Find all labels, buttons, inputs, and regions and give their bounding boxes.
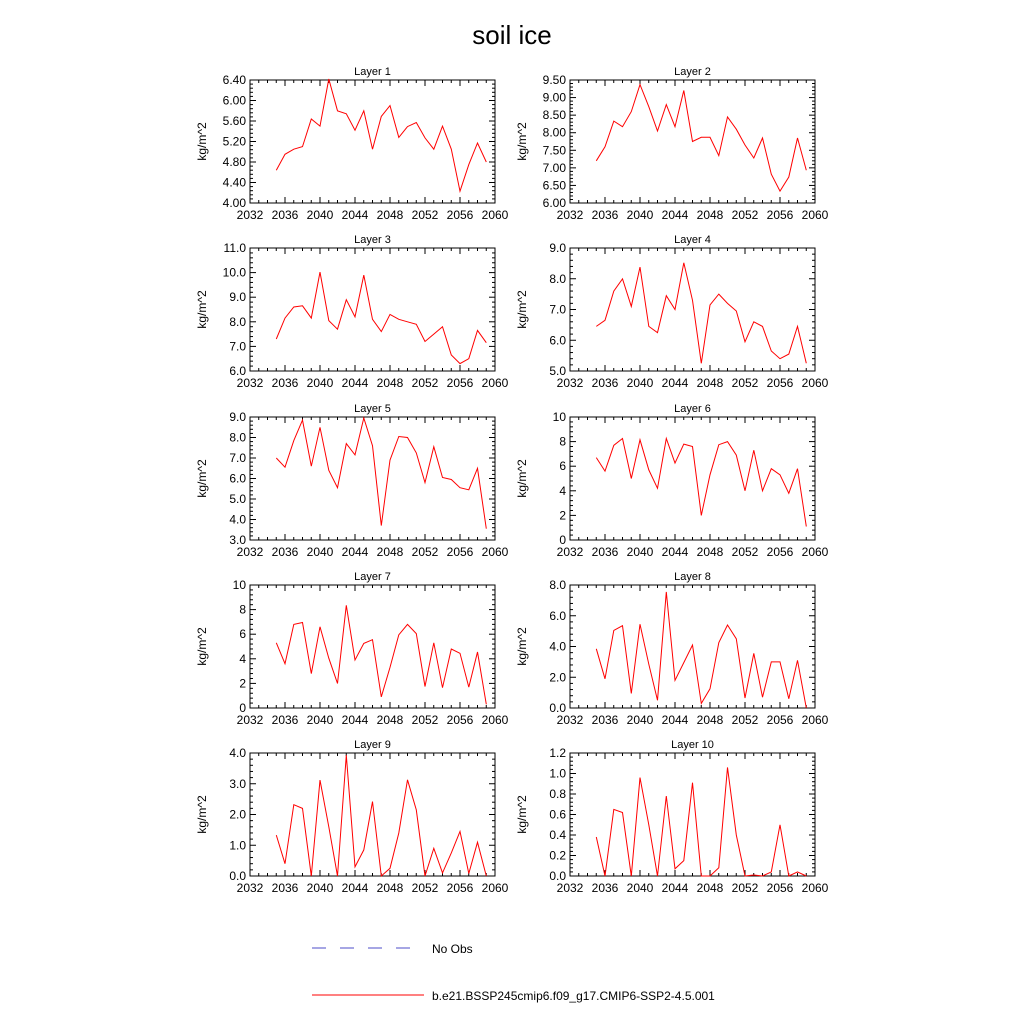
x-tick-label: 2040 <box>626 376 654 390</box>
x-tick-label: 2044 <box>341 713 369 727</box>
y-axis-label: kg/m^2 <box>515 290 529 329</box>
x-tick-label: 2036 <box>271 545 299 559</box>
x-tick-label: 2060 <box>481 376 509 390</box>
x-tick-label: 2036 <box>591 713 619 727</box>
y-tick-label: 9.0 <box>229 410 246 424</box>
y-tick-label: 4.0 <box>549 639 566 654</box>
y-tick-label: 7.0 <box>229 339 246 354</box>
x-tick-label: 2032 <box>236 713 264 727</box>
x-tick-label: 2056 <box>766 881 794 895</box>
panel-layer-6 <box>515 403 829 559</box>
x-tick-label: 2044 <box>661 545 689 559</box>
x-tick-label: 2048 <box>696 545 724 559</box>
x-tick-label: 2036 <box>591 208 619 222</box>
x-tick-label: 2044 <box>661 376 689 390</box>
x-tick-label: 2056 <box>446 545 474 559</box>
x-tick-label: 2052 <box>411 881 439 895</box>
x-tick-label: 2036 <box>591 545 619 559</box>
y-tick-label: 6.40 <box>222 73 246 87</box>
y-axis-label: kg/m^2 <box>195 795 209 834</box>
x-tick-label: 2032 <box>556 545 584 559</box>
panel-layer-7 <box>195 571 509 727</box>
y-tick-label: 7.0 <box>549 302 566 317</box>
x-tick-label: 2036 <box>271 713 299 727</box>
x-tick-label: 2040 <box>306 713 334 727</box>
series-line <box>596 767 806 876</box>
plot-frame <box>570 753 815 876</box>
x-tick-label: 2040 <box>626 208 654 222</box>
y-tick-label: 4.40 <box>222 175 246 190</box>
y-tick-label: 8.0 <box>229 430 246 445</box>
y-tick-label: 6.0 <box>549 608 566 623</box>
x-tick-label: 2060 <box>481 881 509 895</box>
panel-title: Layer 6 <box>674 403 711 415</box>
y-tick-label: 7.50 <box>542 143 566 158</box>
y-tick-label: 0.0 <box>229 869 246 883</box>
plot-frame <box>570 248 815 371</box>
y-tick-label: 1.0 <box>549 766 566 781</box>
y-tick-label: 1.2 <box>549 746 566 760</box>
x-tick-label: 2056 <box>766 713 794 727</box>
y-tick-label: 10 <box>552 410 566 424</box>
panel-layer-8 <box>515 571 829 727</box>
panel-title: Layer 3 <box>354 234 391 246</box>
y-tick-label: 6.0 <box>549 333 566 348</box>
x-tick-label: 2032 <box>236 376 264 390</box>
legend-label-no-obs: No Obs <box>432 942 473 956</box>
y-tick-label: 8 <box>239 602 246 617</box>
series-line <box>276 755 486 876</box>
y-tick-label: 5.0 <box>549 364 566 378</box>
x-tick-label: 2056 <box>766 545 794 559</box>
y-tick-label: 10 <box>232 578 246 592</box>
y-tick-label: 0 <box>559 533 566 547</box>
x-tick-label: 2060 <box>481 713 509 727</box>
x-tick-label: 2032 <box>236 208 264 222</box>
plot-frame <box>250 417 495 540</box>
panel-title: Layer 9 <box>354 739 391 751</box>
series-line <box>596 439 806 527</box>
y-tick-label: 8.00 <box>542 125 566 140</box>
x-tick-label: 2056 <box>446 881 474 895</box>
x-tick-label: 2040 <box>306 208 334 222</box>
x-tick-label: 2040 <box>626 881 654 895</box>
y-axis-label: kg/m^2 <box>515 627 529 666</box>
x-tick-label: 2052 <box>731 545 759 559</box>
y-tick-label: 4.0 <box>229 512 246 527</box>
x-tick-label: 2044 <box>341 545 369 559</box>
y-tick-label: 4 <box>559 483 566 498</box>
x-tick-label: 2060 <box>481 545 509 559</box>
panel-title: Layer 8 <box>674 571 711 583</box>
y-tick-label: 5.20 <box>222 134 246 149</box>
y-tick-label: 5.60 <box>222 114 246 128</box>
y-tick-label: 7.00 <box>542 160 566 175</box>
y-tick-label: 3.0 <box>229 776 246 791</box>
plot-frame <box>250 248 495 371</box>
x-tick-label: 2036 <box>271 376 299 390</box>
x-tick-label: 2048 <box>376 713 404 727</box>
x-tick-label: 2052 <box>731 713 759 727</box>
x-tick-label: 2044 <box>341 208 369 222</box>
y-tick-label: 10.0 <box>222 265 246 280</box>
panel-title: Layer 1 <box>354 66 391 78</box>
x-tick-label: 2060 <box>481 208 509 222</box>
y-tick-label: 2.0 <box>549 670 566 685</box>
x-tick-label: 2052 <box>411 713 439 727</box>
x-tick-label: 2048 <box>696 713 724 727</box>
x-tick-label: 2056 <box>446 376 474 390</box>
y-tick-label: 0.2 <box>549 848 566 863</box>
x-tick-label: 2048 <box>376 208 404 222</box>
panel-layer-9 <box>195 739 509 895</box>
y-axis-label: kg/m^2 <box>515 459 529 498</box>
y-axis-label: kg/m^2 <box>195 290 209 329</box>
x-tick-label: 2044 <box>661 208 689 222</box>
panel-layer-1 <box>195 66 509 222</box>
x-tick-label: 2044 <box>341 376 369 390</box>
x-tick-label: 2060 <box>801 376 829 390</box>
y-tick-label: 6.00 <box>542 196 566 210</box>
y-tick-label: 0.6 <box>549 807 566 822</box>
y-tick-label: 4.00 <box>222 196 246 210</box>
y-axis-label: kg/m^2 <box>515 795 529 834</box>
panel-layer-3 <box>195 234 509 390</box>
x-tick-label: 2040 <box>306 545 334 559</box>
y-tick-label: 0 <box>239 701 246 715</box>
panel-layer-5 <box>195 403 509 559</box>
y-tick-label: 6 <box>559 459 566 474</box>
panel-title: Layer 2 <box>674 66 711 78</box>
plot-frame <box>250 753 495 876</box>
x-tick-label: 2052 <box>411 208 439 222</box>
x-tick-label: 2052 <box>411 545 439 559</box>
x-tick-label: 2032 <box>236 545 264 559</box>
y-tick-label: 4.0 <box>229 746 246 760</box>
x-tick-label: 2056 <box>766 208 794 222</box>
y-tick-label: 8.0 <box>549 271 566 286</box>
y-axis-label: kg/m^2 <box>195 459 209 498</box>
y-tick-label: 6.0 <box>229 364 246 378</box>
x-tick-label: 2056 <box>446 208 474 222</box>
panel-title: Layer 4 <box>674 234 711 246</box>
y-tick-label: 4.80 <box>222 155 246 169</box>
plot-frame <box>570 417 815 540</box>
y-tick-label: 4 <box>239 651 246 666</box>
x-tick-label: 2052 <box>411 376 439 390</box>
panel-layer-2 <box>515 66 829 222</box>
x-tick-label: 2036 <box>271 881 299 895</box>
chart-panels <box>195 66 829 895</box>
series-line <box>596 263 806 364</box>
y-tick-label: 1.0 <box>229 838 246 853</box>
y-tick-label: 0.0 <box>549 869 566 883</box>
y-tick-label: 5.0 <box>229 492 246 506</box>
series-line <box>276 272 486 364</box>
x-tick-label: 2048 <box>696 208 724 222</box>
panel-title: Layer 5 <box>354 403 391 415</box>
legend-label-model: b.e21.BSSP245cmip6.f09_g17.CMIP6-SSP2-4.5.001 <box>432 989 715 1003</box>
x-tick-label: 2040 <box>306 881 334 895</box>
y-tick-label: 9.0 <box>549 241 566 255</box>
x-tick-label: 2044 <box>341 881 369 895</box>
x-tick-label: 2048 <box>376 545 404 559</box>
series-line <box>276 605 486 704</box>
x-tick-label: 2032 <box>236 881 264 895</box>
x-tick-label: 2044 <box>661 713 689 727</box>
y-tick-label: 0.0 <box>549 701 566 715</box>
x-tick-label: 2048 <box>376 376 404 390</box>
x-tick-label: 2032 <box>556 208 584 222</box>
y-tick-label: 0.8 <box>549 787 566 801</box>
y-tick-label: 8.50 <box>542 108 566 123</box>
x-tick-label: 2040 <box>306 376 334 390</box>
x-tick-label: 2052 <box>731 376 759 390</box>
figure-title: soil ice <box>472 20 552 50</box>
x-tick-label: 2048 <box>376 881 404 895</box>
panel-title: Layer 7 <box>354 571 391 583</box>
y-tick-label: 9.0 <box>229 290 246 305</box>
x-tick-label: 2056 <box>446 713 474 727</box>
x-tick-label: 2060 <box>801 881 829 895</box>
y-tick-label: 2.0 <box>229 807 246 822</box>
y-tick-label: 6.50 <box>542 178 566 193</box>
plot-frame <box>250 585 495 708</box>
y-tick-label: 3.0 <box>229 533 246 547</box>
x-tick-label: 2048 <box>696 881 724 895</box>
x-tick-label: 2052 <box>731 881 759 895</box>
x-tick-label: 2060 <box>801 713 829 727</box>
panel-layer-4 <box>515 234 829 390</box>
x-tick-label: 2036 <box>591 376 619 390</box>
x-tick-label: 2048 <box>696 376 724 390</box>
y-axis-label: kg/m^2 <box>515 122 529 161</box>
y-axis-label: kg/m^2 <box>195 627 209 666</box>
y-axis-label: kg/m^2 <box>195 122 209 161</box>
series-line <box>596 85 806 192</box>
x-tick-label: 2060 <box>801 208 829 222</box>
x-tick-label: 2040 <box>626 545 654 559</box>
y-tick-label: 8.0 <box>549 578 566 592</box>
y-tick-label: 7.0 <box>229 451 246 465</box>
x-tick-label: 2060 <box>801 545 829 559</box>
y-tick-label: 2 <box>559 508 566 523</box>
y-tick-label: 6.00 <box>222 93 246 108</box>
x-tick-label: 2040 <box>626 713 654 727</box>
y-tick-label: 6 <box>239 627 246 642</box>
y-tick-label: 11.0 <box>223 241 246 255</box>
y-tick-label: 9.00 <box>542 90 566 105</box>
x-tick-label: 2032 <box>556 713 584 727</box>
x-tick-label: 2032 <box>556 881 584 895</box>
y-tick-label: 9.50 <box>542 73 566 87</box>
x-tick-label: 2056 <box>766 376 794 390</box>
series-line <box>276 418 486 529</box>
panel-title: Layer 10 <box>671 739 714 751</box>
x-tick-label: 2044 <box>661 881 689 895</box>
y-tick-label: 2 <box>239 676 246 691</box>
panel-layer-10 <box>515 739 829 895</box>
y-tick-label: 8 <box>559 434 566 449</box>
legend <box>312 942 715 1003</box>
y-tick-label: 8.0 <box>229 314 246 329</box>
x-tick-label: 2052 <box>731 208 759 222</box>
x-tick-label: 2036 <box>271 208 299 222</box>
series-line <box>596 592 806 708</box>
y-tick-label: 0.4 <box>549 828 566 842</box>
series-line <box>276 79 486 191</box>
x-tick-label: 2036 <box>591 881 619 895</box>
x-tick-label: 2032 <box>556 376 584 390</box>
y-tick-label: 6.0 <box>229 471 246 486</box>
